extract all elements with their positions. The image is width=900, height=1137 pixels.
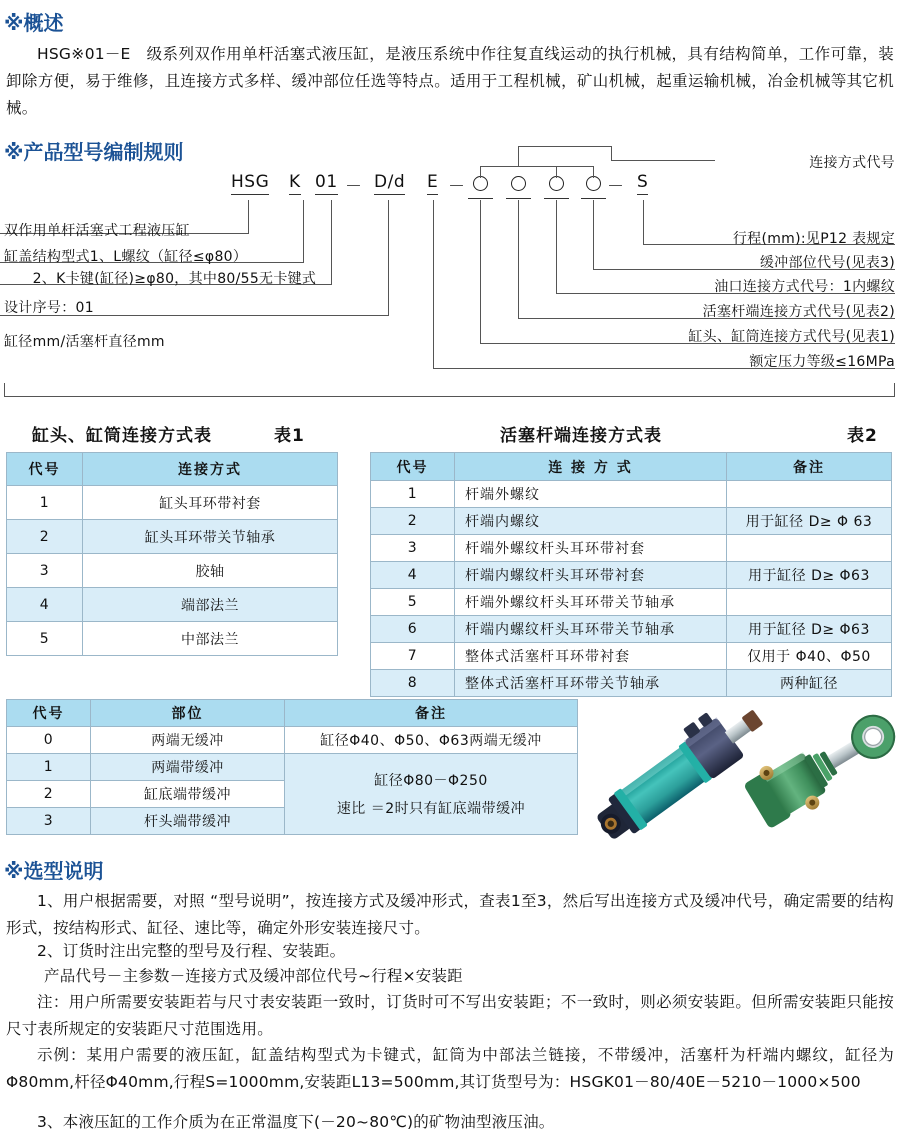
table3-th-position: 部位 [91,700,285,727]
table1-cell-code: 5 [7,622,83,656]
bracket-inner-mid-stem [556,166,557,178]
table3-cell-code: 1 [7,754,91,781]
table3-cell-code: 3 [7,808,91,835]
bracket-outer-left-stem [518,146,519,167]
selection-example: 示例：某用户需要的液压缸，缸盖结构型式为卡键式，缸筒为中部法兰链接，不带缓冲，活塞杆为杆端内螺纹，缸径为Φ80mm,杆径Φ40mm,行程S=1000mm,安装距L13=500mm,其订货型号为：HSGK01－80/40E－5210－1000×500 [6,1046,894,1091]
table3-th-code: 代号 [7,700,91,727]
leader-v-slot1 [480,200,481,343]
table2-cell-code: 8 [371,670,455,697]
table2-cell-code: 6 [371,616,455,643]
table2-cell-type: 整体式活塞杆耳环带关节轴承 [455,670,727,697]
table2-cell-type: 杆端外螺纹杆头耳环带衬套 [455,535,727,562]
table-cylinder-head-connection [6,452,338,656]
heading-mark-icon: ※ [4,11,24,35]
heading-text: 概述 [23,11,64,35]
table-cushion-position [6,699,578,835]
code-slot-circle-4 [586,176,601,191]
product-photo-group [590,694,896,856]
selection-item-2: 2、订货时注出完整的型号及行程、安装距。 [37,942,346,960]
code-slot-underline-2 [506,198,531,199]
code-token-hsg: HSG [231,172,269,195]
table2-cell-type: 杆端内螺纹 [455,508,727,535]
table1-cell-type: 缸头耳环带衬套 [83,486,338,520]
frame-left-tick [4,383,5,397]
table1-th-code: 代号 [7,453,83,486]
selection-note: 注：用户所需要安装距若与尺寸表安装距一致时，订货时可不写出安装距；不一致时，则必须安装距。但所需安装距只能按尺寸表所规定的安装距尺寸范围选用。 [6,993,894,1038]
table2-cell-code: 1 [371,481,455,508]
code-slot-circle-1 [473,176,488,191]
heading-text: 选型说明 [23,859,104,883]
table-row [7,554,338,588]
hydraulic-cylinder-photos [590,694,896,856]
code-right-label-6: 缸头、缸筒连接方式代号(见表1) [688,329,895,345]
table-row [7,622,338,656]
leader-v-01 [331,200,332,284]
table-rod-end-connection [370,452,892,697]
table-row [371,589,892,616]
table3-cell-code: 2 [7,781,91,808]
model-code-row [0,172,900,200]
table3-remark-line-1: 缸径Φ80－Φ250 [374,773,488,789]
table-header-row [7,453,338,486]
table2-cell-type: 杆端内螺纹杆头耳环带关节轴承 [455,616,727,643]
table2-cell-remark: 用于缸径 D≥ Φ63 [727,616,892,643]
table2-cell-remark [727,589,892,616]
frame-bottom-rule [4,396,895,397]
left-cylinder [590,694,772,849]
table-row [7,486,338,520]
table2-cell-type: 杆端外螺纹杆头耳环带关节轴承 [455,589,727,616]
table1-cell-type: 端部法兰 [83,588,338,622]
code-slot-underline-4 [581,198,606,199]
code-right-label-3: 缓冲部位代号(见表3) [759,255,895,271]
table3-cell-position: 杆头端带缓冲 [91,808,285,835]
code-slot-circle-3 [549,176,564,191]
table-row [7,727,578,754]
table1-cell-type: 中部法兰 [83,622,338,656]
table2-cell-code: 4 [371,562,455,589]
table-header-row [7,700,578,727]
table3-cell-code: 0 [7,727,91,754]
table3-remark-line-2: 速比 ＝2时只有缸底端带缓冲 [336,801,526,817]
leader-v-e [433,200,434,368]
code-slot-underline-3 [544,198,569,199]
section-heading-selection [4,855,103,884]
table2-cell-remark: 用于缸径 D≥ Φ63 [727,562,892,589]
table2-th-remark: 备注 [727,453,892,481]
heading-mark-icon: ※ [4,140,24,164]
table-row [7,754,578,781]
code-right-label-4: 油口连接方式代号：1内螺纹 [714,279,895,295]
table1-cell-code: 2 [7,520,83,554]
code-slot-underline-1 [468,198,493,199]
code-token-01: 01 [315,172,338,195]
table-row [371,508,892,535]
table2-cell-type: 整体式活塞杆耳环带衬套 [455,643,727,670]
table2-cell-code: 2 [371,508,455,535]
code-left-label-4: 设计序号：01 [4,300,94,316]
table3-cell-position: 缸底端带缓冲 [91,781,285,808]
section-heading-coding [4,136,183,165]
bracket-inner-right-stem [593,166,594,178]
table2-cell-remark [727,481,892,508]
table-row [7,588,338,622]
table2-th-code: 代号 [371,453,455,481]
section-heading-overview [4,7,63,36]
code-left-label-5: 缸径mm/活塞杆直径mm [4,334,165,350]
frame-right-tick [894,383,895,397]
selection-item-3: 3、本液压缸的工作介质为在正常温度下(－20~80℃)的矿物油型液压油。 [37,1113,555,1131]
code-left-label-1: 双作用单杆活塞式工程液压缸 [4,223,190,239]
leader-v-k [303,200,304,262]
code-right-label-5: 活塞杆端连接方式代号(见表2) [702,304,895,320]
table3-cell-remark-merged [285,754,578,835]
code-token-dash1: － [345,177,363,197]
table-row [371,535,892,562]
right-cylinder [741,699,896,834]
table-row [7,520,338,554]
code-token-s: S [637,172,648,195]
table1-cell-type: 缸头耳环带关节轴承 [83,520,338,554]
code-slot-circle-2 [511,176,526,191]
table3-th-remark: 备注 [285,700,578,727]
leader-v-dd [388,200,389,315]
heading-text: 产品型号编制规则 [23,140,184,164]
code-right-label-1: 连接方式代号 [809,155,895,171]
code-token-dd: D/d [374,172,405,195]
bracket-outer-top [518,146,612,147]
table3-cell-remark: 缸径Φ40、Φ50、Φ63两端无缓冲 [285,727,578,754]
code-token-k: K [289,172,301,195]
table2-cell-code: 3 [371,535,455,562]
code-right-label-2: 行程(mm):见P12 表规定 [732,231,895,247]
table1-cell-code: 4 [7,588,83,622]
table1-th-type: 连接方式 [83,453,338,486]
table1-cell-code: 1 [7,486,83,520]
code-token-dash2: － [448,177,466,197]
table2-th-type: 连 接 方 式 [455,453,727,481]
table2-cell-remark: 仅用于 Φ40、Φ50 [727,643,892,670]
table1-cell-code: 3 [7,554,83,588]
code-token-dash4: － [607,177,625,197]
table2-title: 活塞杆端连接方式表 [500,426,662,446]
table1-title: 缸头、缸筒连接方式表 [32,426,212,446]
heading-mark-icon: ※ [4,859,24,883]
table2-cell-code: 7 [371,643,455,670]
overview-paragraph: HSG※01－E 级系列双作用单杆活塞式液压缸，是液压系统中作往复直线运动的执行机械，具有结构简单，工作可靠，装卸除方便，易于维修，且连接方式多样、缓冲部位任选等特点。适用于工程机械，矿山机械，起重运输机械，冶金机械等其它机械。 [6,45,894,117]
table2-cell-remark [727,535,892,562]
table2-tag: 表2 [847,426,878,446]
selection-item-1: 1、用户根据需要，对照 “型号说明”，按连接方式及缓冲形式，查表1至3，然后写出连接方式及缓冲代号，确定需要的结构形式，按结构形式、缸径、速比等，确定外形安装连接尺寸。 [6,892,894,937]
code-right-label-7: 额定压力等级≤16MPa [749,354,895,370]
table-row [371,562,892,589]
table2-cell-type: 杆端外螺纹 [455,481,727,508]
code-left-label-3: 2、K卡键(缸径)≥φ80，其中80/55无卡键式 [4,271,317,287]
selection-formula: 产品代号－主参数－连接方式及缓冲部位代号~行程×安装距 [44,967,463,985]
table3-cell-position: 两端带缓冲 [91,754,285,781]
table-row [371,481,892,508]
table-header-row [371,453,892,481]
leader-v-hsg [248,200,249,233]
table2-cell-remark: 用于缸径 D≥ Φ 63 [727,508,892,535]
table-row [371,616,892,643]
table2-cell-code: 5 [371,589,455,616]
code-left-label-2: 缸盖结构型式1、L螺纹（缸径≤φ80） [4,249,248,265]
table2-cell-remark: 两种缸径 [727,670,892,697]
table3-cell-position: 两端无缓冲 [91,727,285,754]
bracket-inner-top [480,166,593,167]
table2-cell-type: 杆端内螺纹杆头耳环带衬套 [455,562,727,589]
table-row [371,670,892,697]
table1-tag: 表1 [274,426,305,446]
code-token-e: E [427,172,438,195]
table-row [371,643,892,670]
table1-cell-type: 胶轴 [83,554,338,588]
bracket-inner-left-stem [480,166,481,178]
